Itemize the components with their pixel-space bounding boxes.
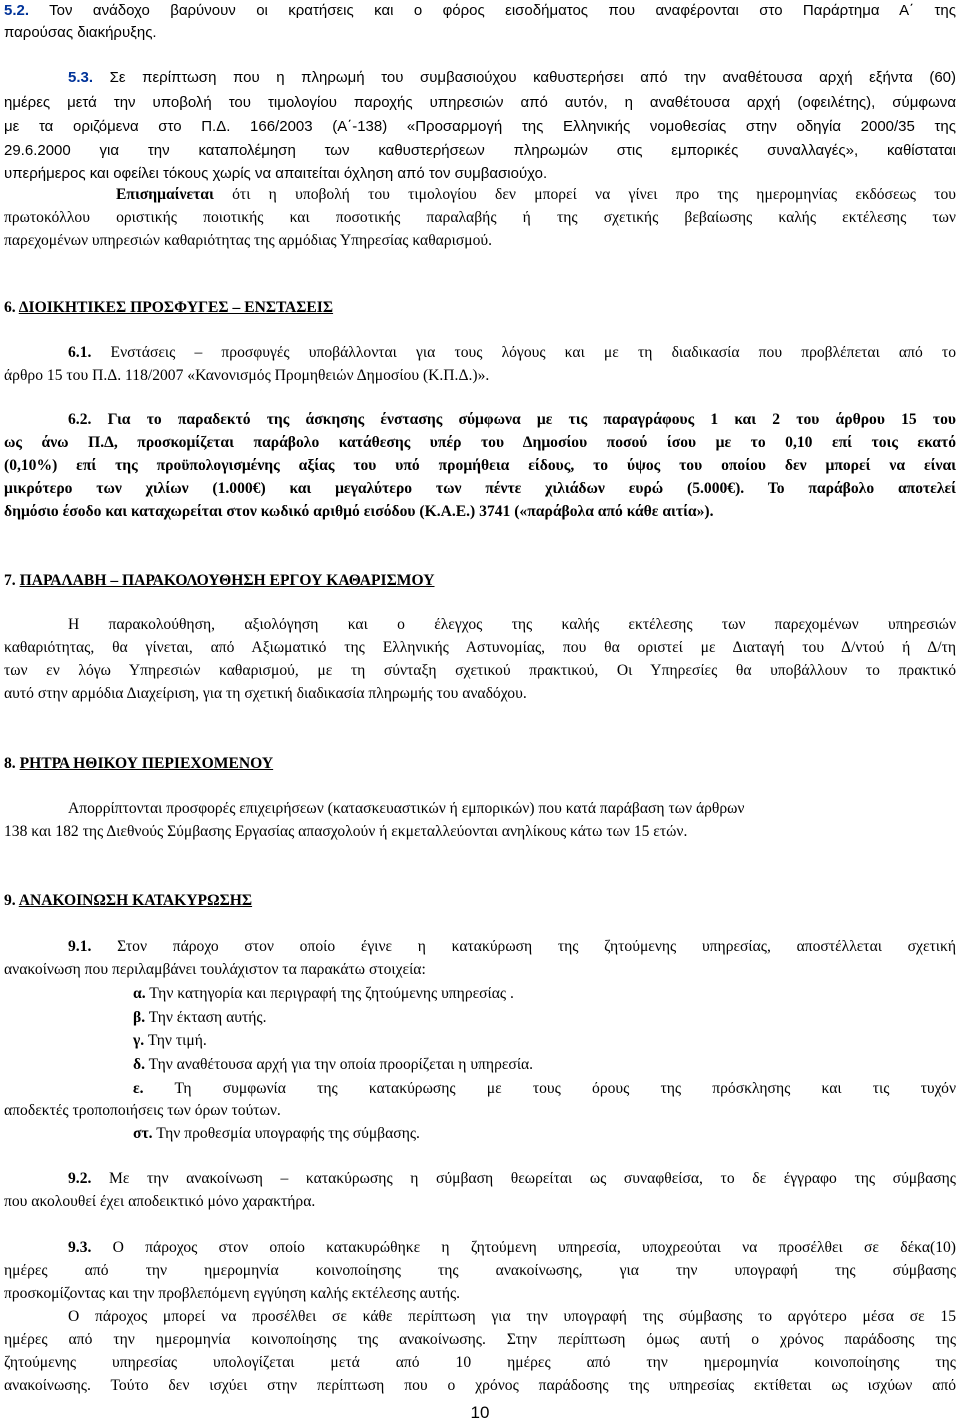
para-9-3-line-1: 9.3. Ο πάροχος στον οποίο κατακυρώθηκε η ζητούμενη υπηρεσία, υποχρεούται να προσέλθει σε δέκα(10) xyxy=(68,1239,956,1256)
heading-section-7: 7. ΠΑΡΑΛΑΒΗ – ΠΑΡΑΚΟΛΟΥΘΗΣΗ ΕΡΓΟΥ ΚΑΘΑΡΙΣΜΟΥ xyxy=(4,572,435,589)
para-5-3-line-5: υπερήμερος και οφείλει τόκους χωρίς να απαιτείται όχληση από τον συμβασιούχο. xyxy=(4,165,548,182)
para-6-1-line-1: 6.1. Ενστάσεις – προσφυγές υποβάλλονται για τους λόγους και με τη διαδικασία που προβλέπεται από το xyxy=(68,344,956,361)
para-6-2-line-5: δημόσιο έσοδο και καταχωρείται στον κωδικό αριθμό εισόδου (Κ.Α.Ε.) 3741 («παράβολα από κάθε αιτία»). xyxy=(4,503,714,520)
list-item: ε. Τη συμφωνία της κατακύρωσης με τους όρους της πρόσκλησης και τις τυχόν xyxy=(133,1080,956,1097)
para-6-2-line-4: μικρότερο των χιλίων (1.000€) και μεγαλύτερο των πέντε χιλιάδων ευρώ (5.000€). Το παράβολο αποτελεί xyxy=(4,480,956,497)
para-9-3b-line-1: Ο πάροχος μπορεί να προσέλθει σε κάθε περίπτωση για την υπογραφή της σύμβασης το αργότερο μέσα σε 15 xyxy=(68,1308,956,1325)
section-number: 5.3. xyxy=(68,69,94,86)
para-7-line-4: αυτό στην αρμόδια Διαχείριση, για τη σχετική διαδικασία πληρωμής του αναδόχου. xyxy=(4,685,527,702)
heading-section-6: 6. ΔΙΟΙΚΗΤΙΚΕΣ ΠΡΟΣΦΥΓΕΣ – ΕΝΣΤΑΣΕΙΣ xyxy=(4,299,334,316)
note-line-3: παρεχομένων υπηρεσιών καθαριότητας της αρμόδιας Υπηρεσίας καθαρισμού. xyxy=(4,232,493,249)
heading-section-9: 9. ΑΝΑΚΟΙΝΩΣΗ ΚΑΤΑΚΥΡΩΣΗΣ xyxy=(4,892,253,909)
section-number: 9.2. xyxy=(68,1170,92,1187)
para-6-2-line-2: ως άνω Π.Δ, προσκομίζεται παράβολο κατάθεσης υπέρ του Δημοσίου ποσού ίσου με το 0,10 επί τοις εκατό xyxy=(4,434,956,451)
para-9-3-line-3: προσκομίζοντας και την προβλεπόμενη εγγύηση καλής εκτέλεσης αυτής. xyxy=(4,1285,461,1302)
section-number: 5.2. xyxy=(4,2,30,19)
para-9-3b-line-4: ανακοίνωσης. Τούτο δεν ισχύει στην περίπτωση που ο χρόνος παράδοσης της υπηρεσίας εκτίθεται ως ισχύων από xyxy=(4,1377,956,1394)
para-5-2-line-2: παρούσας διακήρυξης. xyxy=(4,24,157,41)
para-5-3-line-4: 29.6.2000 για την καταπολέμηση των καθυστερήσεων πληρωμών στις εμπορικές συναλλαγές», καθίσταται xyxy=(4,142,956,159)
para-5-3-line-3: με τα οριζόμενα στο Π.Δ. 166/2003 (Α΄-138) «Προσαρμογή της Ελληνικής νομοθεσίας στην οδηγία 2000/35 της xyxy=(4,118,956,135)
para-7-line-3: των εν λόγω Υπηρεσιών καθαρισμού, με τη σύνταξη σχετικού πρακτικού, Οι Υπηρεσίες θα υποβάλλουν το πρακτικό xyxy=(4,662,956,679)
para-9-1-line-2: ανακοίνωση που περιλαμβάνει τουλάχιστον τα παρακάτω στοιχεία: xyxy=(4,961,426,978)
heading-section-8: 8. ΡΗΤΡΑ ΗΘΙΚΟΥ ΠΕΡΙΕΧΟΜΕΝΟΥ xyxy=(4,755,274,772)
section-number: 6.2. xyxy=(68,411,92,428)
para-9-2-line-2: που ακολουθεί έχει αποδεικτικό μόνο χαρακτήρα. xyxy=(4,1193,316,1210)
note-emphasis: Επισημαίνεται xyxy=(116,186,214,203)
section-number: 9.3. xyxy=(68,1239,92,1256)
para-9-2-line-1: 9.2. Με την ανακοίνωση – κατακύρωσης η σύμβαση θεωρείται ως συναφθείσα, το δε έγγραφο της σύμβασης xyxy=(68,1170,956,1187)
para-9-1-line-1: 9.1. Στον πάροχο στον οποίο έγινε η κατακύρωση της ζητούμενης υπηρεσίας, αποστέλλεται σχετική xyxy=(68,938,956,955)
note-line-1: Επισημαίνεται ότι η υποβολή του τιμολογίου δεν μπορεί να γίνει προ της ημερομηνίας εκδόσεως του xyxy=(116,186,956,203)
para-5-3-line-1: 5.3. Σε περίπτωση που η πληρωμή του συμβασιούχου καθυστερήσει από την αναθέτουσα αρχή εξήντα (60) xyxy=(68,69,956,86)
list-item: στ. Την προθεσμία υπογραφής της σύμβασης. xyxy=(133,1125,420,1142)
page-number: 10 xyxy=(470,1403,490,1422)
para-6-1-line-2: άρθρο 15 του Π.Δ. 118/2007 «Κανονισμός Προμηθειών Δημοσίου (Κ.Π.Δ.)». xyxy=(4,367,490,384)
para-7-line-1: Η παρακολούθηση, αξιολόγηση και ο έλεγχος της καλής εκτέλεσης των παρεχομένων υπηρεσιών xyxy=(68,616,956,633)
para-9-3b-line-2: ημέρες από την ημερομηνία κοινοποίησης της ανακοίνωσης. Στην περίπτωση όμως αυτή ο χρόνος παράδοσης της xyxy=(4,1331,956,1348)
para-7-line-2: καθαριότητας, θα γίνεται, από Αξιωματικό της Ελληνικής Αστυνομίας, που θα οριστεί με Διαταγή του Δ/ντού ή Δ/τη xyxy=(4,639,956,656)
list-item-continuation: αποδεκτές τροποποιήσεις των όρων τούτων. xyxy=(4,1102,281,1119)
para-6-2-line-1: 6.2. Για το παραδεκτό της άσκησης ένστασης σύμφωνα με τις παραγράφους 1 και 2 του άρθρου 15 του xyxy=(68,411,956,428)
para-9-3-line-2: ημέρες από την ημερομηνία κοινοποίησης της ανακοίνωσης, για την υπογραφή της σύμβασης xyxy=(4,1262,956,1279)
section-number: 9.1. xyxy=(68,938,92,955)
para-8-line-2: 138 και 182 της Διεθνούς Σύμβασης Εργασίας απασχολούν ή εκμεταλλεύονται ανηλίκους κάτω των 15 ετών. xyxy=(4,823,688,840)
section-number: 6.1. xyxy=(68,344,92,361)
note-line-2: πρωτοκόλλου οριστικής ποιοτικής και ποσοτικής παραλαβής ή της σχετικής βεβαίωσης καλής εκτέλεσης των xyxy=(4,209,956,226)
para-8-line-1: Απορρίπτονται προσφορές επιχειρήσεων (κατασκευαστικών ή εμπορικών) που κατά παράβαση των άρθρων xyxy=(68,800,745,817)
list-item: α. Την κατηγορία και περιγραφή της ζητούμενης υπηρεσίας . xyxy=(133,985,514,1002)
list-item: β. Την έκταση αυτής. xyxy=(133,1009,267,1026)
para-5-2-line-1: 5.2. Τον ανάδοχο βαρύνουν οι κρατήσεις και ο φόρος εισοδήματος που αναφέρονται στο Παράρτημα Α΄ της xyxy=(4,2,956,19)
para-5-3-line-2: ημέρες μετά την υποβολή του τιμολογίου παροχής υπηρεσιών από αυτόν, η αναθέτουσα αρχή (οφειλέτης), σύμφωνα xyxy=(4,94,956,111)
list-item: δ. Την αναθέτουσα αρχή για την οποία προορίζεται η υπηρεσία. xyxy=(133,1056,534,1073)
list-item: γ. Την τιμή. xyxy=(133,1032,207,1049)
para-9-3b-line-3: ζητούμενης υπηρεσίας υπολογίζεται μετά από 10 ημέρες από την ημερομηνία κοινοποίησης της xyxy=(4,1354,956,1371)
para-6-2-line-3: (0,10%) επί της προϋπολογισμένης αξίας του υπό προμήθεια είδους, το ύψος του οποίου δεν μπορεί να είναι xyxy=(4,457,956,474)
